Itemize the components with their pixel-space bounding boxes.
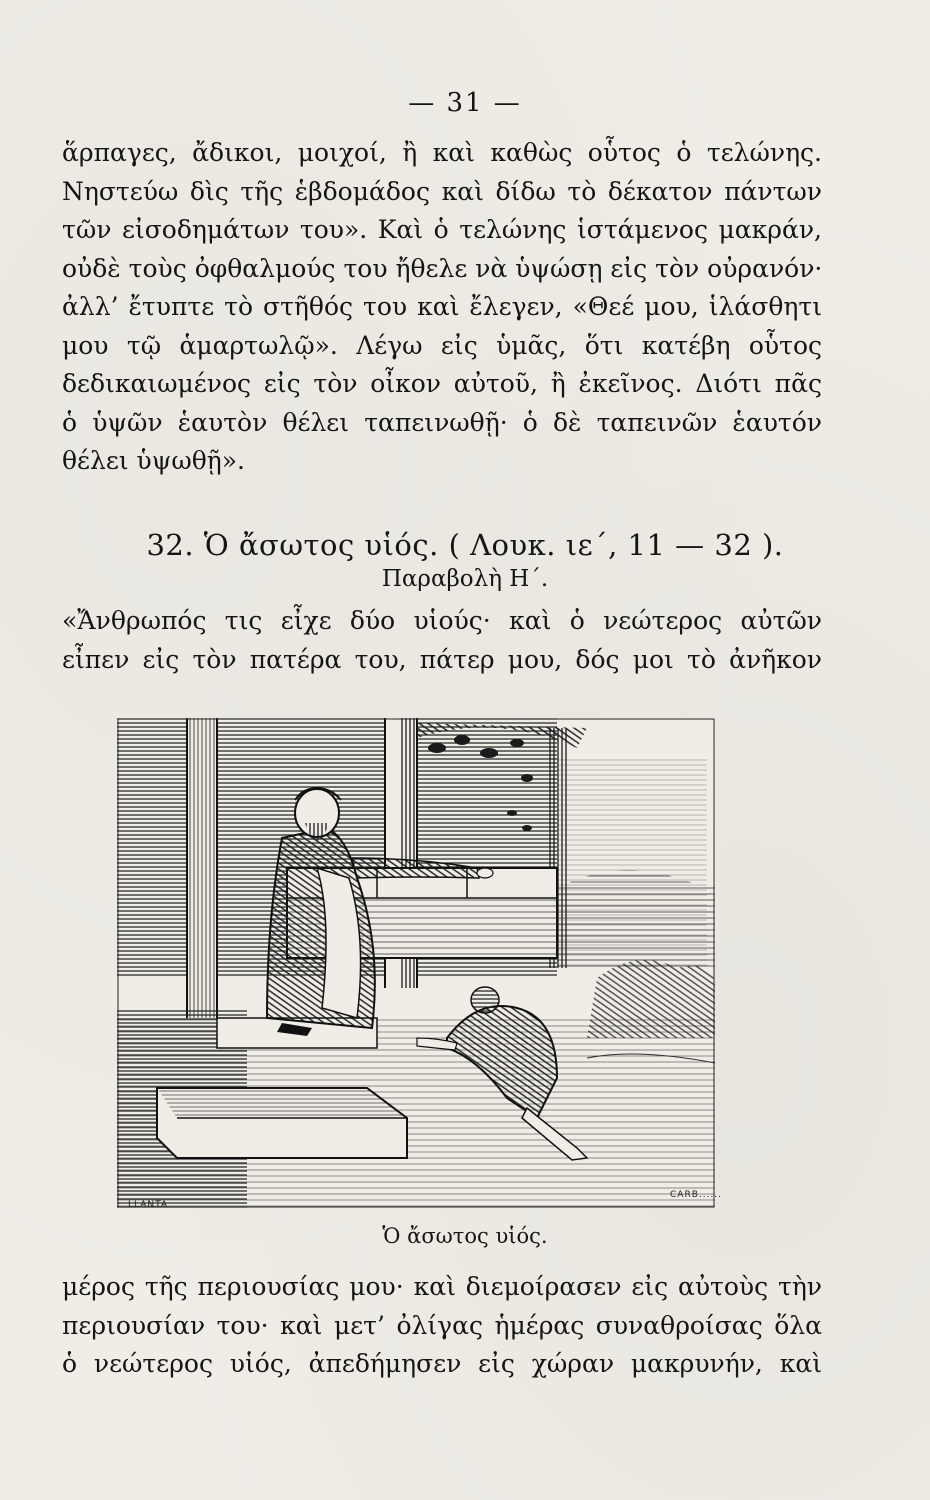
paragraph-prodigal-son-continued — [62, 1268, 822, 1384]
text-line: ὁ νεώτερος υἱός, ἀπεδήμησεν εἰς χώραν μακρυνήν, καὶ — [62, 1349, 822, 1378]
engraver-signature-left: LLANTA — [128, 1200, 169, 1210]
text-line: οὐδὲ τοὺς ὀφθαλμούς του ἤθελε νὰ ὑψώσῃ εἰς τὸν οὐρανόν· — [62, 253, 823, 283]
section-heading: 32. Ὁ ἄσωτος υἱός. ( Λουκ. ιε΄, 11 — 32 ). — [146, 528, 784, 562]
text-line: Νηστεύω δὶς τῆς ἑβδομάδος καὶ δίδω τὸ δέκατον πάντων — [62, 176, 822, 206]
text-line: «Ἄνθρωπός τις εἶχε δύο υἱούς· καὶ ὁ νεώτερος αὐτῶν — [62, 606, 822, 635]
text-line: δεδικαιωμένος εἰς τὸν οἶκον αὐτοῦ, ἢ ἐκεῖνος. Διότι πᾶς — [62, 369, 822, 398]
section-subheading: Παραβολὴ Η΄. — [381, 566, 549, 592]
illustration-caption: Ὁ ἄσωτος υἱός. — [382, 1224, 548, 1248]
text-line: θέλει ὑψωθῇ». — [62, 446, 246, 475]
text-line: ἅρπαγες, ἄδικοι, μοιχοί, ἢ καὶ καθὼς οὗτος ὁ τελώνης. — [62, 138, 822, 167]
text-line: τῶν εἰσοδημάτων του». Καὶ ὁ τελώνης ἱστάμενος μακράν, — [62, 215, 822, 244]
text-line: εἶπεν εἰς τὸν πατέρα του, πάτερ μου, δός μοι τὸ ἀνῆκον — [62, 644, 822, 674]
page-number: — 31 — — [408, 88, 522, 118]
engraving-image — [117, 718, 715, 1208]
text-line: περιουσίαν του· καὶ μετ’ ὀλίγας ἡμέρας συναθροίσας ὅλα — [62, 1310, 822, 1340]
paragraph-prodigal-son-intro — [62, 602, 822, 679]
engraver-signature-right: CARB...... — [670, 1190, 723, 1200]
engraving-illustration — [117, 718, 715, 1208]
text-line: μέρος τῆς περιουσίας μου· καὶ διεμοίρασεν εἰς αὐτοὺς τὴν — [62, 1272, 822, 1301]
text-line: μου τῷ ἁμαρτωλῷ». Λέγω εἰς ὑμᾶς, ὅτι κατέβη οὗτος — [62, 330, 822, 360]
text-line: ὁ ὑψῶν ἑαυτὸν θέλει ταπεινωθῇ· ὁ δὲ ταπεινῶν ἑαυτόν — [62, 407, 822, 437]
paragraph-pharisee-publican — [62, 134, 822, 481]
text-line: ἀλλ’ ἔτυπτε τὸ στῆθός του καὶ ἔλεγεν, «Θεέ μου, ἱλάσθητι — [62, 292, 822, 321]
